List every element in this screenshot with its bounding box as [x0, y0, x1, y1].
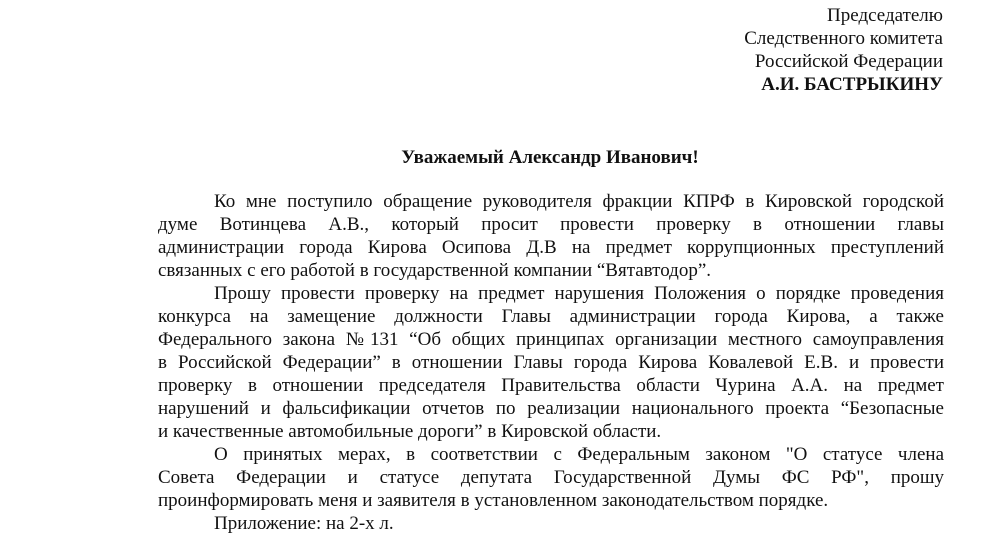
paragraph-line: Ко мне поступило обращение руководителя фракции КПРФ в Кировской городской: [214, 191, 944, 212]
paragraph-3: [158, 443, 944, 512]
addressee-line-1: Председателю: [827, 5, 943, 26]
paragraph-1: [158, 190, 944, 282]
paragraph-line: Совета Федерации и статусе депутата Государственной Думы ФС РФ", прошу: [158, 467, 944, 488]
paragraph-line: нарушений и фальсификации отчетов по реализации национального проекта “Безопасные: [158, 398, 944, 419]
paragraph-line: конкурса на замещение должности Главы администрации города Кирова, а также: [158, 306, 944, 327]
paragraph-line: проверку в отношении председателя Правительства области Чурина А.А. на предмет: [158, 375, 944, 396]
paragraph-line: в Российской Федерации” в отношении Главы города Кирова Ковалевой Е.В. и провести: [158, 352, 944, 373]
paragraph-2: [158, 282, 944, 443]
paragraph-line: связанных с его работой в государственной компании “Вятавтодор”.: [158, 260, 712, 281]
addressee-line-3: Российской Федерации: [754, 51, 943, 72]
greeting: Уважаемый Александр Иванович!: [401, 147, 699, 168]
addressee-line-2: Следственного комитета: [744, 28, 943, 49]
paragraph-line: О принятых мерах, в соответствии с Федеральным законом "О статусе члена: [214, 444, 944, 465]
paragraph-line: Прошу провести проверку на предмет нарушения Положения о порядке проведения: [214, 283, 944, 304]
paragraph-line: Федерального закона №131 “Об общих принципах организации местного самоуправления: [158, 329, 944, 350]
paragraph-line: и качественные автомобильные дороги” в Кировской области.: [158, 421, 662, 442]
attachment-note: Приложение: на 2-х л.: [214, 513, 394, 534]
paragraph-line: проинформировать меня и заявителя в установленном законодательством порядке.: [158, 490, 829, 511]
addressee-block: [744, 4, 943, 96]
letter-body: [158, 190, 944, 535]
paragraph-line: администрации города Кирова Осипова Д.В на предмет коррупционных преступлений: [158, 237, 944, 258]
paragraph-line: думе Вотинцева А.В., который просит провести проверку в отношении главы: [158, 214, 944, 235]
addressee-name: А.И. БАСТРЫКИНУ: [761, 74, 943, 95]
